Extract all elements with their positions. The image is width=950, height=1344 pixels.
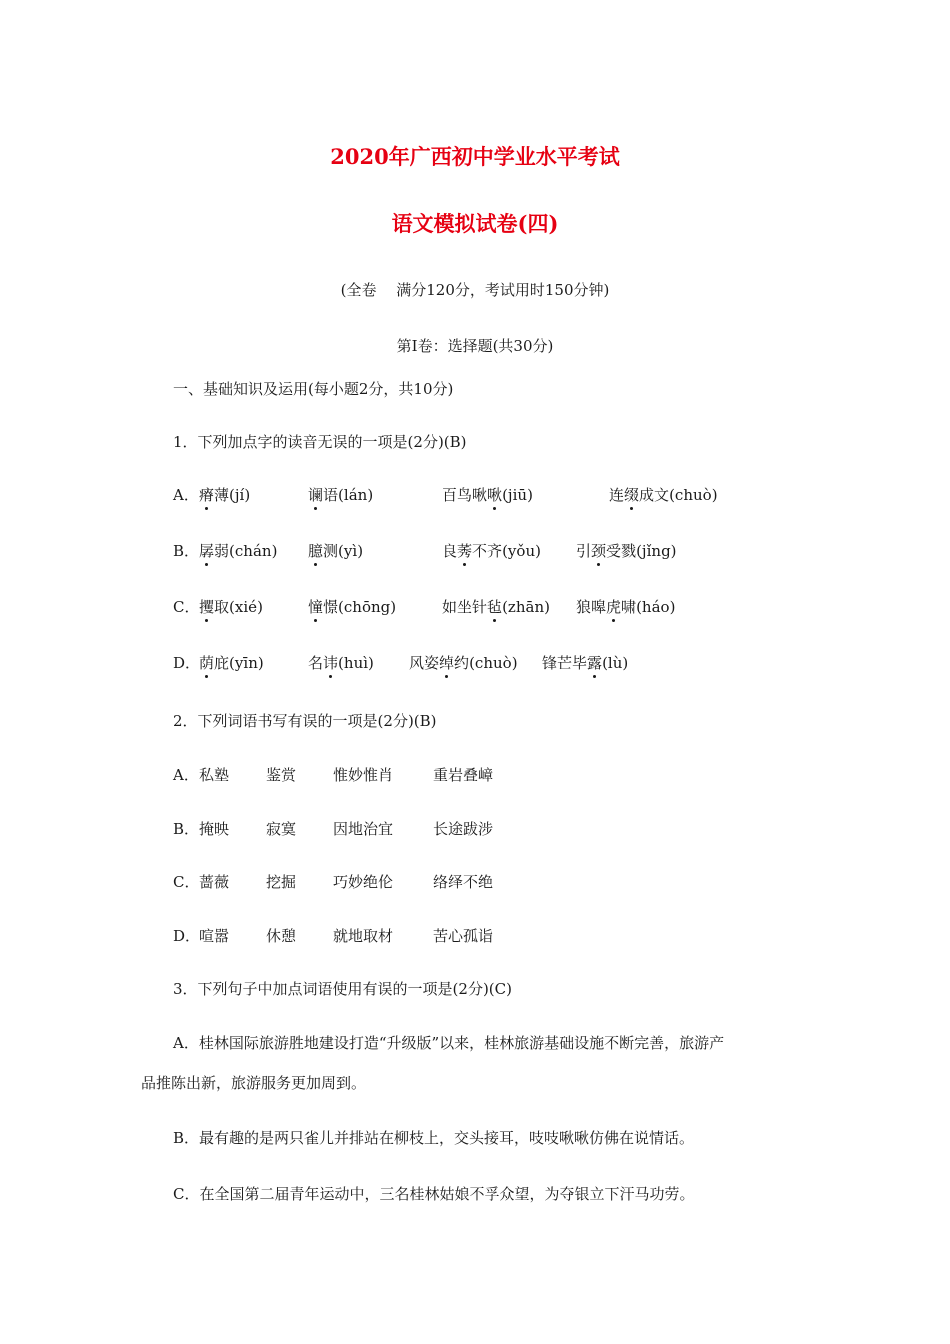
option-item: 喧嚣 (199, 927, 230, 945)
question-3-option-a-line1: A．桂林国际旅游胜地建设打造“升级版”以来，桂林旅游基础设施不断完善，旅游产 (173, 1034, 725, 1052)
option-item: 苦心孤诣 (433, 927, 494, 945)
option-item: 引颈受戮(jǐng) (576, 542, 677, 560)
section-heading: 一、基础知识及运用(每小题2分，共10分) (173, 380, 454, 398)
question-3-option-b: B．最有趣的是两只雀儿并排站在柳枝上，交头接耳，吱吱啾啾仿佛在说情话。 (173, 1129, 695, 1147)
question-3-option-a-line2: 品推陈出新，旅游服务更加周到。 (141, 1074, 367, 1092)
option-item: 憧憬(chōng) (308, 598, 397, 616)
option-item: 连缀成文(chuò) (609, 486, 718, 504)
option-item: 掩映 (199, 820, 230, 838)
option-item: 巧妙绝伦 (333, 873, 394, 891)
option-item: 孱弱(chán) (199, 542, 278, 560)
option-label: D． (173, 927, 201, 945)
option-label: A． (173, 486, 199, 504)
option-label: C． (173, 598, 200, 616)
option-item: 鉴赏 (266, 766, 297, 784)
exam-info: (全卷 满分120分，考试用时150分钟) (340, 281, 610, 299)
option-item: 名讳(huì) (308, 654, 374, 672)
option-item: 长途跋涉 (433, 820, 494, 838)
option-label: B． (173, 820, 200, 838)
option-label: B． (173, 542, 200, 560)
option-item: 络绎不绝 (433, 873, 494, 891)
option-item: 良莠不齐(yǒu) (442, 542, 541, 560)
option-item: 臆测(yì) (308, 542, 364, 560)
option-item: 狼嗥虎啸(háo) (576, 598, 676, 616)
part-title: 第Ⅰ卷：选择题(共30分) (396, 337, 554, 355)
document-title: 2020年广西初中学业水平考试 (330, 144, 620, 169)
question-2-stem: 2．下列词语书写有误的一项是(2分)(B) (173, 712, 437, 730)
option-item: 寂寞 (266, 820, 297, 838)
option-item: 私塾 (199, 766, 230, 784)
option-item: 如坐针毡(zhān) (442, 598, 550, 616)
question-1-stem: 1．下列加点字的读音无误的一项是(2分)(B) (173, 433, 467, 451)
option-item: 休憩 (266, 927, 297, 945)
option-item: 蔷薇 (199, 873, 230, 891)
option-item: 风姿绰约(chuò) (409, 654, 518, 672)
option-item: 因地治宜 (333, 820, 394, 838)
option-label: A． (173, 766, 199, 784)
option-item: 荫庇(yīn) (199, 654, 264, 672)
question-3-stem: 3．下列句子中加点词语使用有误的一项是(2分)(C) (173, 980, 512, 998)
question-3-option-c: C．在全国第二届青年运动中，三名桂林姑娘不孚众望，为夺银立下汗马功劳。 (173, 1185, 695, 1203)
option-item: 谰语(lán) (308, 486, 374, 504)
option-item: 瘠薄(jí) (199, 486, 251, 504)
document-subtitle: 语文模拟试卷(四) (391, 211, 559, 236)
option-item: 就地取材 (333, 927, 394, 945)
option-item: 挖掘 (266, 873, 297, 891)
option-label: D． (173, 654, 201, 672)
option-item: 重岩叠嶂 (433, 766, 494, 784)
option-label: C． (173, 873, 200, 891)
option-item: 百鸟啾啾(jiū) (442, 486, 533, 504)
option-item: 惟妙惟肖 (333, 766, 394, 784)
option-item: 攫取(xié) (199, 598, 263, 616)
option-item: 锋芒毕露(lù) (542, 654, 629, 672)
